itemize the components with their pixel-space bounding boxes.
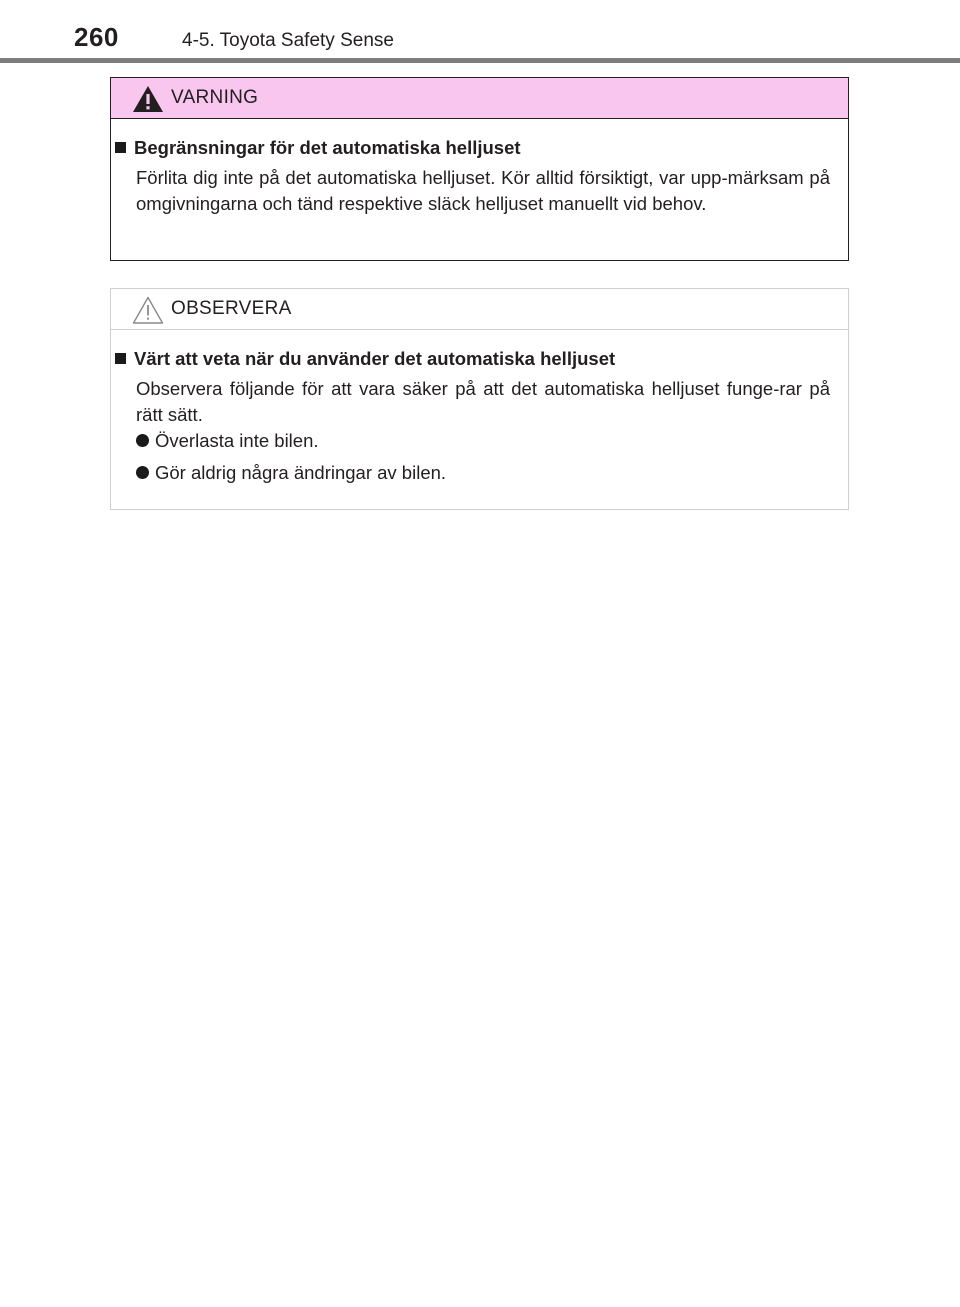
warning-label: VARNING (171, 87, 259, 108)
notice-bullet-text: Överlasta inte bilen. (155, 430, 319, 451)
notice-paragraph: Observera följande för att vara säker på att det automatiska helljuset funge-rar på rätt sätt. (136, 378, 830, 425)
notice-label: OBSERVERA (171, 298, 292, 319)
notice-box (110, 288, 849, 510)
warning-triangle-filled-icon (131, 84, 165, 114)
square-bullet-icon (115, 142, 126, 153)
warning-triangle-outline-icon (131, 295, 165, 325)
round-bullet-icon (136, 434, 149, 447)
square-bullet-icon (115, 353, 126, 364)
section-title: 4-5. Toyota Safety Sense (182, 30, 394, 51)
notice-bullet-item (136, 462, 446, 484)
round-bullet-icon (136, 466, 149, 479)
warning-box-header (111, 78, 848, 119)
notice-box-header (111, 289, 848, 330)
notice-item-title-text: Värt att veta när du använder det automatiska helljuset (134, 348, 616, 369)
notice-bullet-item (136, 430, 319, 452)
page-header (0, 0, 960, 58)
warning-item-title (115, 137, 521, 159)
notice-item-title (115, 348, 615, 370)
header-rule (0, 58, 960, 63)
page-number: 260 (74, 22, 119, 52)
warning-box (110, 77, 849, 261)
warning-paragraph: Förlita dig inte på det automatiska helljuset. Kör alltid försiktigt, var upp-märksam på omgivningarna och tänd respektive släck helljuset manuellt vid behov. (136, 167, 830, 214)
warning-item-title-text: Begränsningar för det automatiska helljuset (134, 137, 521, 158)
notice-bullet-text: Gör aldrig några ändringar av bilen. (155, 462, 447, 483)
